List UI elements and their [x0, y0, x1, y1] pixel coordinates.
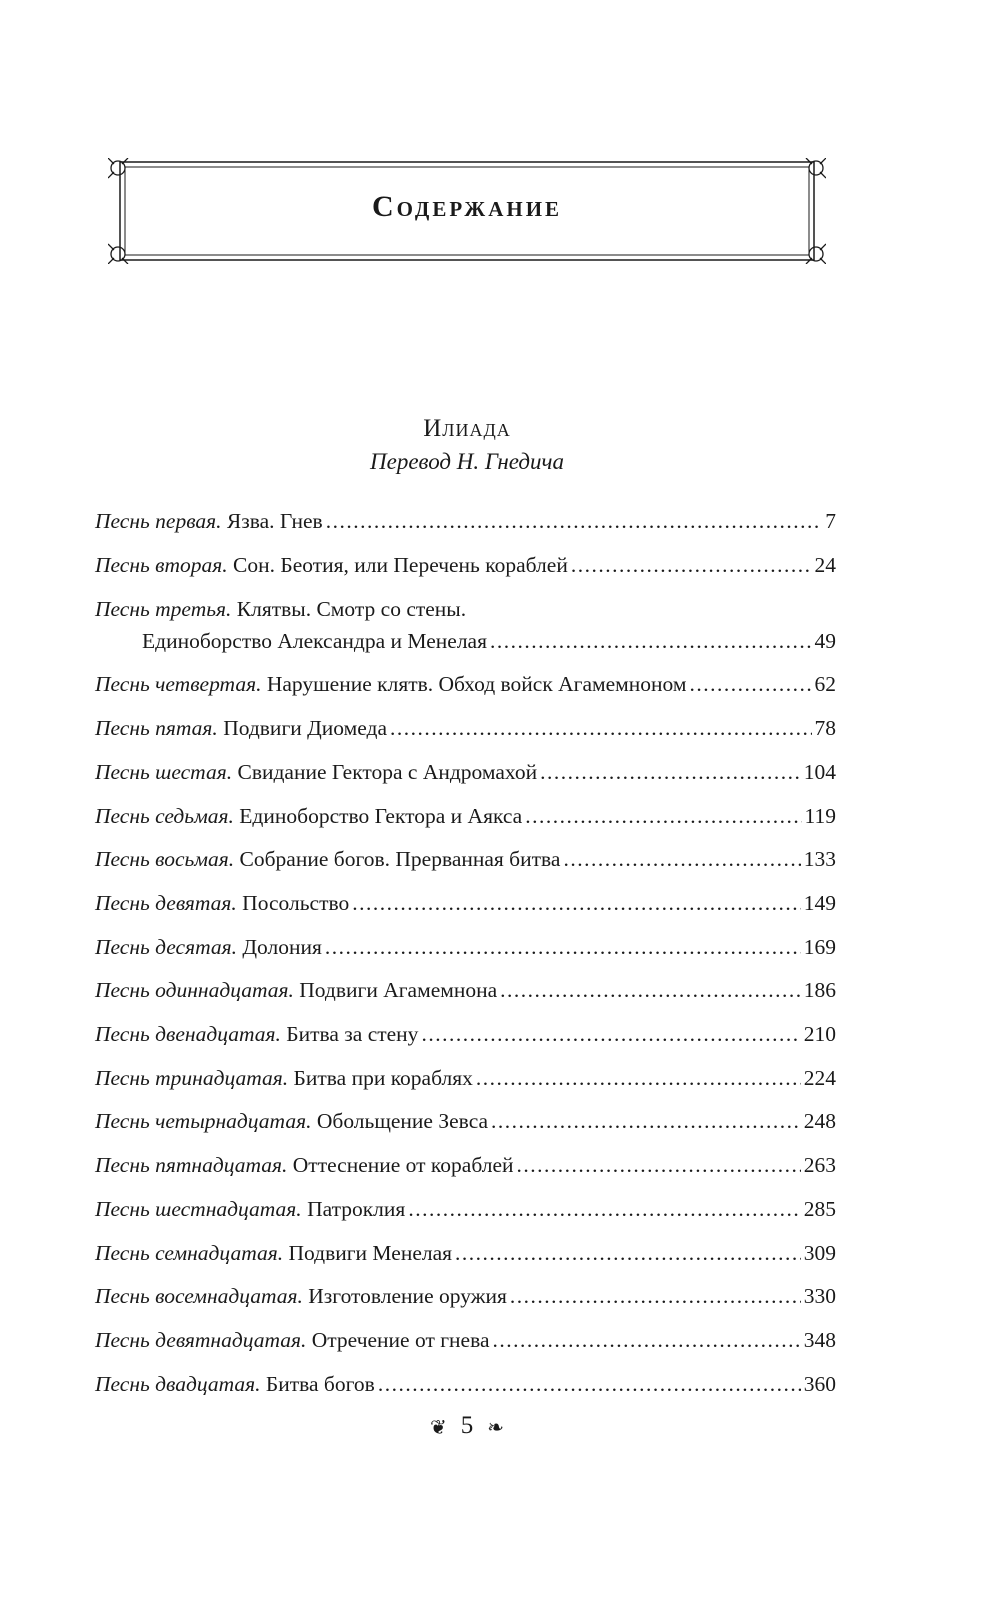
song-label: Песнь шестая.: [95, 759, 233, 784]
dot-leader: [493, 1319, 801, 1363]
page-number-ref: 78: [814, 716, 836, 741]
toc-entry[interactable]: [95, 1057, 836, 1101]
right-ornament-icon: ❧: [487, 1416, 505, 1439]
song-label: Песнь восемнадцатая.: [95, 1284, 303, 1309]
page-number-ref: 7: [825, 509, 836, 533]
entry-text: Клятвы. Смотр со стены.: [236, 597, 467, 622]
dot-leader: [390, 707, 812, 751]
page-number-ref: 248: [803, 1109, 836, 1134]
dot-leader: [490, 625, 812, 657]
page-title: Содержание: [371, 190, 563, 223]
toc-entry[interactable]: [95, 882, 836, 926]
toc-entry[interactable]: [95, 969, 836, 1013]
book-title: Илиада: [423, 415, 511, 442]
song-label: Песнь четвертая.: [95, 672, 262, 697]
entry-text: Язва. Гнев: [226, 509, 323, 533]
toc-entry[interactable]: [95, 1188, 836, 1232]
entry-text: Патроклия: [307, 1196, 406, 1221]
entry-title: [95, 926, 322, 970]
toc-entry[interactable]: [95, 1319, 836, 1363]
entry-title: [95, 838, 560, 882]
dot-leader: [540, 751, 801, 795]
dot-leader: [455, 1232, 801, 1276]
page-number-ref: 224: [803, 1065, 836, 1090]
dot-leader: [500, 969, 801, 1013]
entry-text: Отречение от гнева: [311, 1327, 490, 1352]
entry-text: Оттеснение от кораблей: [292, 1153, 514, 1178]
entry-title: [95, 1188, 405, 1232]
entry-text: Сон. Беотия, или Перечень кораблей: [233, 552, 568, 577]
page-number: 5: [460, 1412, 474, 1439]
song-label: Песнь третья.: [95, 597, 232, 622]
toc-entry[interactable]: [95, 544, 836, 588]
entry-text: Посольство: [242, 890, 350, 915]
entry-title: [95, 1319, 490, 1363]
entry-text-continued: Единоборство Александра и Менелая: [142, 629, 487, 654]
dot-leader: [690, 663, 812, 707]
entry-text: Нарушение клятв. Обход войск Агамемноном: [266, 672, 687, 697]
entry-title: [95, 663, 687, 707]
song-label: Песнь девятнадцатая.: [95, 1327, 307, 1352]
toc-entry-continuation[interactable]: [95, 625, 836, 663]
toc-entry[interactable]: [95, 1275, 836, 1319]
entry-title: [95, 1363, 375, 1407]
dot-leader: [378, 1363, 801, 1407]
dot-leader: [491, 1100, 801, 1144]
dot-leader: [476, 1057, 801, 1101]
page-number-ref: 285: [803, 1196, 836, 1221]
entry-text: Битва за стену: [286, 1022, 419, 1047]
toc-entry[interactable]: [95, 663, 836, 707]
page-number-ref: 169: [803, 934, 836, 959]
entry-text: Подвиги Агамемнона: [299, 978, 498, 1003]
entry-title: [95, 1275, 507, 1319]
song-label: Песнь пятнадцатая.: [95, 1153, 288, 1178]
page-number-ref: 348: [803, 1327, 836, 1352]
page-number-ref: 149: [803, 890, 836, 915]
entry-title: [95, 795, 522, 839]
toc-entry[interactable]: [95, 751, 836, 795]
entry-title: [95, 593, 466, 625]
entry-title: [95, 751, 537, 795]
song-label: Песнь четырнадцатая.: [95, 1109, 312, 1134]
toc-entry[interactable]: [95, 1100, 836, 1144]
entry-text: Подвиги Менелая: [288, 1240, 453, 1265]
toc-entry[interactable]: [95, 1232, 836, 1276]
song-label: Песнь двадцатая.: [95, 1371, 261, 1396]
dot-leader: [352, 882, 801, 926]
dot-leader: [325, 926, 801, 970]
entry-title: [95, 707, 387, 751]
dot-leader: [421, 1013, 800, 1057]
entry-text: Битва при кораблях: [293, 1065, 473, 1090]
entry-title: [95, 1057, 473, 1101]
table-of-contents: [95, 500, 836, 1406]
entry-text: Собрание богов. Прерванная битва: [239, 847, 561, 872]
page-number-ref: 263: [803, 1153, 836, 1178]
page-number-ref: 133: [803, 847, 836, 872]
page-number-ref: 210: [803, 1022, 836, 1047]
song-label: Песнь пятая.: [95, 716, 218, 741]
toc-entry[interactable]: [95, 795, 836, 839]
page-number-ref: 62: [814, 672, 836, 697]
toc-entry[interactable]: [95, 500, 836, 544]
left-ornament-icon: ❦: [429, 1416, 447, 1439]
page-number-ref: 309: [803, 1240, 836, 1265]
page-number-ref: 186: [803, 978, 836, 1003]
song-label: Песнь вторая.: [95, 552, 228, 577]
page-number-ref: 119: [804, 803, 836, 828]
entry-text: Подвиги Диомеда: [223, 716, 387, 741]
entry-title: [95, 500, 323, 544]
toc-entry[interactable]: [95, 707, 836, 751]
entry-text: Долония: [242, 934, 322, 959]
page-number-ref: 24: [814, 552, 836, 577]
dot-leader: [326, 500, 823, 544]
song-label: Песнь десятая.: [95, 934, 237, 959]
dot-leader: [408, 1188, 800, 1232]
song-label: Песнь первая.: [95, 509, 222, 533]
song-label: Песнь одиннадцатая.: [95, 978, 294, 1003]
page-number-ref: 360: [803, 1371, 836, 1396]
entry-text: Изготовление оружия: [308, 1284, 507, 1309]
entry-title: [95, 969, 497, 1013]
song-label: Песнь двенадцатая.: [95, 1022, 281, 1047]
entry-title: [95, 882, 349, 926]
entry-text: Битва богов: [265, 1371, 375, 1396]
page-number-ref: 104: [803, 759, 836, 784]
song-label: Песнь семнадцатая.: [95, 1240, 284, 1265]
toc-entry[interactable]: [95, 1363, 836, 1407]
song-label: Песнь девятая.: [95, 890, 237, 915]
toc-entry[interactable]: [95, 838, 836, 882]
dot-leader: [525, 795, 801, 839]
entry-title: [95, 1100, 488, 1144]
translation-credit: Перевод Н. Гнедича: [370, 449, 564, 474]
dot-leader: [571, 544, 812, 588]
toc-entry[interactable]: [95, 1144, 836, 1188]
song-label: Песнь шестнадцатая.: [95, 1196, 302, 1221]
dot-leader: [510, 1275, 801, 1319]
entry-text: Обольщение Зевса: [316, 1109, 489, 1134]
page-footer: [0, 1412, 934, 1440]
song-label: Песнь тринадцатая.: [95, 1065, 289, 1090]
toc-entry[interactable]: [95, 926, 836, 970]
entry-text: Единоборство Гектора и Аякса: [239, 803, 523, 828]
song-label: Песнь седьмая.: [95, 803, 234, 828]
entry-title: [95, 1013, 418, 1057]
entry-title: [95, 544, 568, 588]
song-label: Песнь восьмая.: [95, 847, 235, 872]
toc-entry[interactable]: [95, 587, 836, 625]
toc-entry[interactable]: [95, 1013, 836, 1057]
entry-title: [95, 1232, 452, 1276]
page-number-ref: 330: [803, 1284, 836, 1309]
entry-text: Свидание Гектора с Андромахой: [237, 759, 538, 784]
dot-leader: [517, 1144, 801, 1188]
dot-leader: [563, 838, 800, 882]
entry-title: [95, 1144, 514, 1188]
page-number-ref: 49: [814, 629, 836, 654]
